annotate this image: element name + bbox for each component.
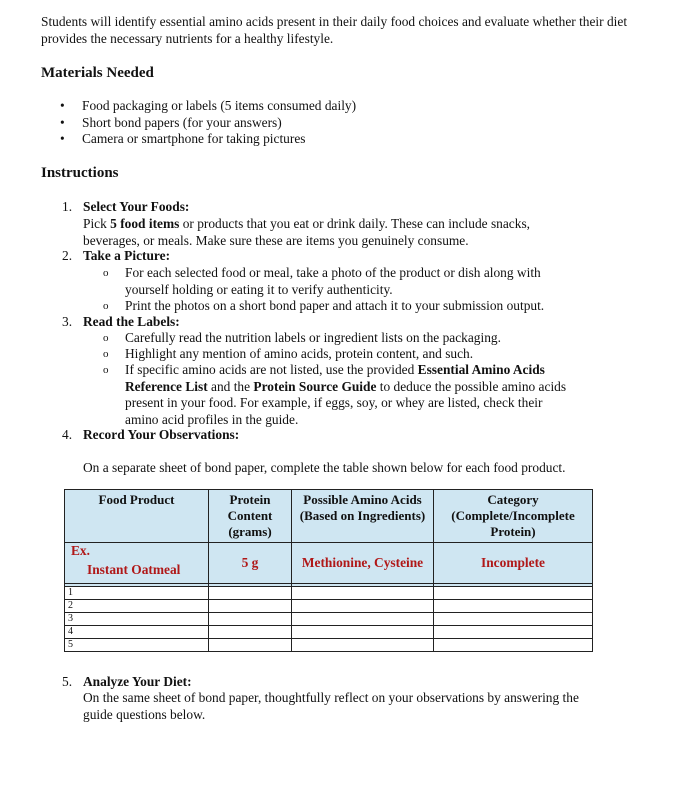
table-row: 5 (65, 639, 593, 652)
column-header: Category (Complete/Incomplete Protein) (434, 490, 593, 543)
step-title: Analyze Your Diet: (83, 674, 192, 689)
observation-table (64, 489, 593, 652)
circle-bullet-icon: o (103, 348, 109, 360)
example-food: Instant Oatmeal (87, 561, 181, 577)
table-row: 4 (65, 626, 593, 639)
step-number: 1. (62, 199, 73, 214)
step-5-body: On the same sheet of bond paper, thoughtfully reflect on your observations by answering the guide questions below. (83, 690, 579, 722)
step-4-body: On a separate sheet of bond paper, complete the table shown below for each food product. (83, 460, 566, 475)
step-1-body: Pick 5 food items or products that you eat or drink daily. These can include snacks, beverages, or meals. Make sure these are items you genuinely consume. (83, 216, 531, 248)
circle-bullet-icon: o (103, 332, 109, 344)
list-item: • Camera or smartphone for taking pictures (60, 131, 356, 148)
step-number: 5. (62, 674, 73, 689)
example-protein: 5 g (209, 543, 292, 584)
step-title: Read the Labels: (83, 314, 180, 329)
column-header: Protein Content (grams) (209, 490, 292, 543)
column-header: Possible Amino Acids (Based on Ingredients) (292, 490, 434, 543)
column-header: Food Product (65, 490, 209, 543)
step-number: 3. (62, 314, 73, 329)
intro-paragraph: Students will identify essential amino acids present in their daily food choices and evaluate whether their diet provides the necessary nutrients for a healthy lifestyle. (41, 14, 628, 46)
circle-bullet-icon: o (103, 300, 109, 312)
step-number: 4. (62, 427, 73, 442)
emphasis: 5 food items (110, 216, 180, 231)
circle-bullet-icon: o (103, 267, 109, 279)
step-title: Select Your Foods: (83, 199, 190, 214)
step-number: 2. (62, 248, 73, 263)
step-title: Record Your Observations: (83, 427, 240, 442)
table-row: 3 (65, 613, 593, 626)
instructions-heading: Instructions (41, 165, 119, 181)
example-label: Ex. (71, 543, 90, 558)
example-row (65, 543, 593, 584)
list-item: • Food packaging or labels (5 items consumed daily) (60, 98, 356, 115)
example-category: Incomplete (434, 543, 593, 584)
circle-bullet-icon: o (103, 364, 109, 376)
table-row: 2 (65, 600, 593, 613)
list-item: • Short bond papers (for your answers) (60, 115, 356, 132)
materials-list (60, 98, 356, 148)
step-title: Take a Picture: (83, 248, 171, 263)
example-amino: Methionine, Cysteine (292, 543, 434, 584)
table-row: 1 (65, 587, 593, 600)
materials-heading: Materials Needed (41, 65, 154, 81)
